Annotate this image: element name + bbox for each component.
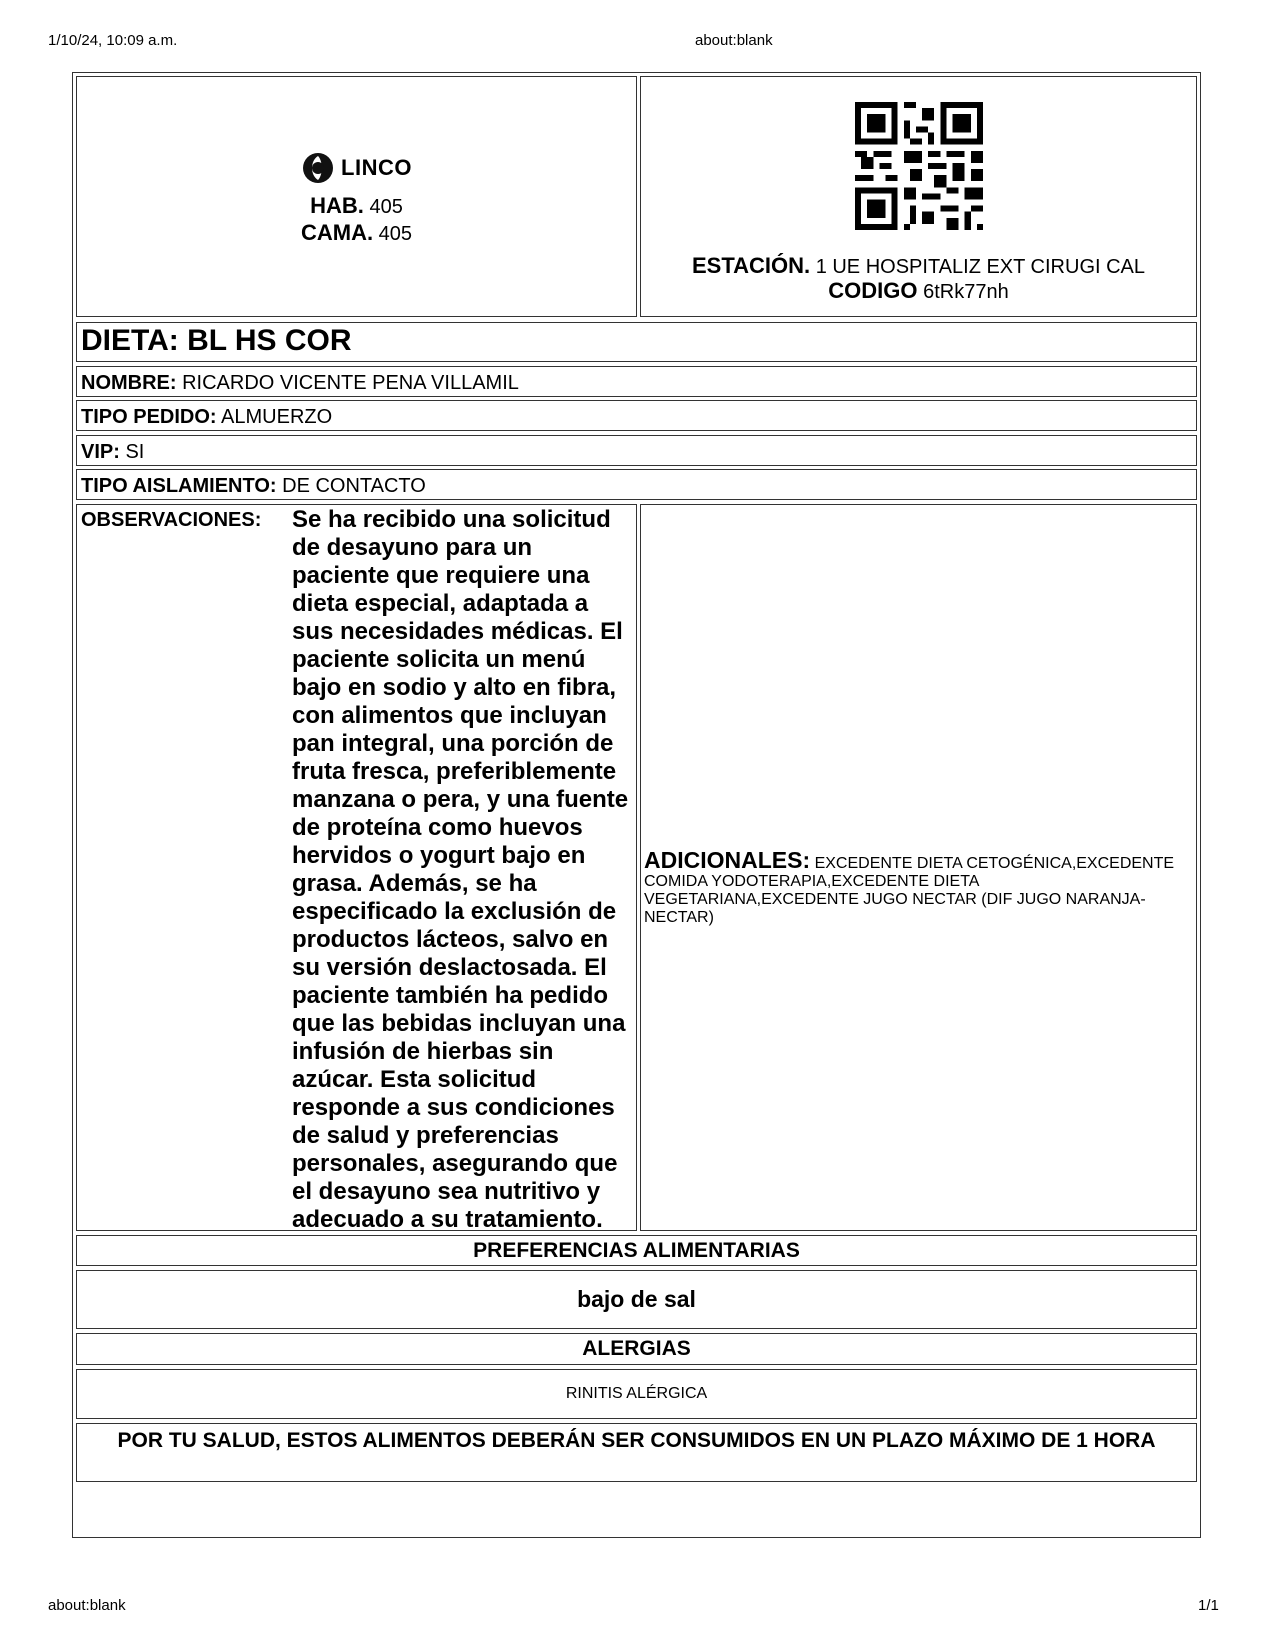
print-datetime: 1/10/24, 10:09 a.m. [48,32,178,49]
code [641,278,1196,305]
footer-url: about:blank [48,1597,126,1614]
order-type-label: TIPO PEDIDO: [81,406,217,428]
name-value: RICARDO VICENTE PENA VILLAMIL [182,372,519,394]
preferences-title: PREFERENCIAS ALIMENTARIAS [473,1239,800,1262]
footer-page-number: 1/1 [1198,1597,1219,1614]
observations-cell [76,504,637,1231]
print-url: about:blank [695,32,773,49]
additionals-label: ADICIONALES: [644,847,811,873]
isolation-label: TIPO AISLAMIENTO: [81,475,277,497]
logo [77,151,636,185]
allergies-title: ALERGIAS [582,1337,691,1360]
diet-text: DIETA: BL HS COR [81,324,352,357]
diet-row [76,322,1197,362]
order-type-row [76,400,1197,431]
notice-row [76,1423,1197,1482]
preferences-title-row [76,1235,1197,1266]
name-label: NOMBRE: [81,372,177,394]
vip-row [76,435,1197,466]
hab-label: HAB. [310,193,364,218]
order-type-value: ALMUERZO [221,406,333,428]
logo-text: LINCO [341,155,412,180]
linco-logo-icon [301,151,335,185]
preferences-value-row [76,1270,1197,1329]
observations-text: Se ha recibido una solicitud de desayuno para un paciente que requiere una dieta especial, adaptada a sus necesidades médicas. El paciente solicita un menú bajo en sodio y alto en fibra, con alimentos que incluyan pan integral, una porción de fruta fresca, preferiblemente manzana o pera, y una fuente de proteína como huevos hervidos o yogurt bajo en grasa. Además, se ha especificado la exclusión de productos lácteos, salvo en su versión deslactosada. El paciente también ha pedido que las bebidas incluyan una infusión de hierbas sin azúcar. Esta solicitud responde a sus condiciones de salud y preferencias personales, asegurando que el desayuno sea nutritivo y adecuado a su tratamiento. [292,506,629,1233]
station-cell [640,76,1197,317]
isolation-value: DE CONTACTO [282,475,426,497]
vip-value: SI [125,441,145,463]
room-number [77,193,636,220]
preferences-value: bajo de sal [577,1286,696,1312]
code-label: CODIGO [828,278,918,303]
cama-value: 405 [378,223,413,245]
additionals-cell [640,504,1197,1231]
bed-number [77,220,636,247]
cama-label: CAMA. [300,220,374,245]
allergies-title-row [76,1333,1197,1365]
additionals-text: EXCEDENTE DIETA CETOGÉNICA,EXCEDENTE COMIDA YODOTERAPIA,EXCEDENTE DIETA VEGETARIANA,EXCEDENTE JUGO NECTAR (DIF JUGO NARANJA-NECTAR) [644,855,1175,926]
isolation-row [76,469,1197,500]
allergies-value: RINITIS ALÉRGICA [565,1385,708,1402]
station-value: 1 UE HOSPITALIZ EXT CIRUGI CAL [815,256,1146,278]
name-row [76,366,1197,397]
vip-label: VIP: [81,441,120,463]
notice-text: POR TU SALUD, ESTOS ALIMENTOS DEBERÁN SER CONSUMIDOS EN UN PLAZO MÁXIMO DE 1 HORA [117,1429,1156,1452]
station-label: ESTACIÓN. [691,253,811,278]
qr-code-icon [855,102,983,230]
room-cell [76,76,637,317]
diet-ticket [72,72,1201,1538]
code-value: 6tRk77nh [923,281,1009,303]
hab-value: 405 [369,196,403,218]
allergies-value-row [76,1369,1197,1419]
observations-label: OBSERVACIONES: [81,509,262,531]
station [641,253,1196,280]
